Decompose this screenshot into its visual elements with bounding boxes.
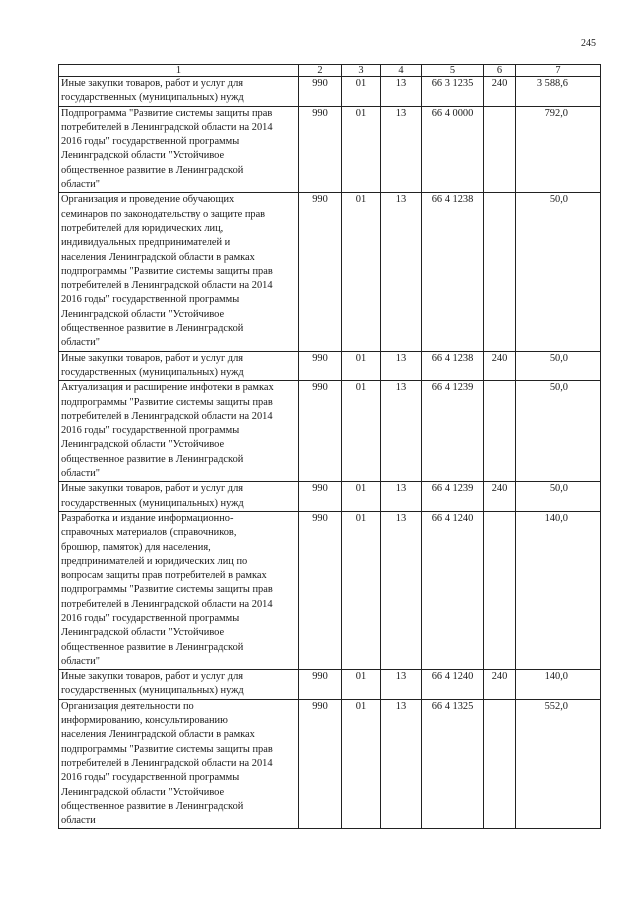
description-line: вопросам защиты прав потребителей в рамках xyxy=(61,570,267,582)
description-line: справочных материалов (справочников, xyxy=(61,527,237,539)
row-description xyxy=(59,670,299,700)
description-line: Иные закупки товаров, работ и услуг для xyxy=(61,483,244,495)
row-description xyxy=(59,193,299,351)
description-line: населения Ленинградской области в рамках xyxy=(61,251,255,263)
description-line: общественное развитие в Ленинградской xyxy=(61,453,244,465)
description-line: 2016 годы" государственной программы xyxy=(61,612,240,624)
header-cell-3: 3 xyxy=(342,65,381,77)
row-section-code: 01 xyxy=(342,77,381,107)
description-line: 2016 годы" государственной программы xyxy=(61,294,240,306)
row-subsection-code: 13 xyxy=(381,381,422,482)
table-row xyxy=(59,193,601,351)
row-description xyxy=(59,381,299,482)
row-description xyxy=(59,351,299,381)
row-target-article-code: 66 4 1240 xyxy=(422,670,484,700)
row-subsection-code: 13 xyxy=(381,106,422,193)
description-line: подпрограммы "Развитие системы защиты прав xyxy=(61,584,273,596)
row-description xyxy=(59,511,299,669)
description-line: подпрограммы "Развитие системы защиты прав xyxy=(61,265,273,277)
row-section-code: 01 xyxy=(342,699,381,829)
description-line: потребителей в Ленинградской области на 2014 xyxy=(61,598,273,610)
description-line: области" xyxy=(61,179,100,191)
row-ministry-code: 990 xyxy=(299,699,342,829)
row-section-code: 01 xyxy=(342,193,381,351)
row-target-article-code: 66 4 1240 xyxy=(422,511,484,669)
description-line: Организация и проведение обучающих xyxy=(61,194,235,206)
row-amount: 3 588,6 xyxy=(516,77,601,107)
description-line: потребителей в Ленинградской области на 2014 xyxy=(61,757,273,769)
row-target-article-code: 66 4 0000 xyxy=(422,106,484,193)
row-description xyxy=(59,106,299,193)
row-amount: 50,0 xyxy=(516,381,601,482)
description-line: области" xyxy=(61,468,100,480)
description-line: Разработка и издание информационно- xyxy=(61,512,234,524)
description-line: информированию, консультированию xyxy=(61,715,228,727)
description-line: общественное развитие в Ленинградской xyxy=(61,164,244,176)
header-cell-5: 5 xyxy=(422,65,484,77)
header-cell-2: 2 xyxy=(299,65,342,77)
header-cell-6: 6 xyxy=(484,65,516,77)
row-expense-type-code xyxy=(484,381,516,482)
description-line: потребителей в Ленинградской области на 2014 xyxy=(61,280,273,292)
row-expense-type-code: 240 xyxy=(484,351,516,381)
description-line: брошюр, памяток) для населения, xyxy=(61,541,211,553)
row-amount: 140,0 xyxy=(516,670,601,700)
row-amount: 50,0 xyxy=(516,193,601,351)
description-line: 2016 годы" государственной программы xyxy=(61,425,240,437)
row-expense-type-code xyxy=(484,511,516,669)
row-ministry-code: 990 xyxy=(299,511,342,669)
header-cell-1: 1 xyxy=(59,65,299,77)
description-line: государственных (муниципальных) нужд xyxy=(61,92,244,104)
row-ministry-code: 990 xyxy=(299,106,342,193)
row-target-article-code: 66 4 1239 xyxy=(422,381,484,482)
description-line: общественное развитие в Ленинградской xyxy=(61,323,244,335)
description-line: государственных (муниципальных) нужд xyxy=(61,366,244,378)
description-line: государственных (муниципальных) нужд xyxy=(61,685,244,697)
row-subsection-code: 13 xyxy=(381,482,422,512)
description-line: области" xyxy=(61,655,100,667)
row-target-article-code: 66 4 1239 xyxy=(422,482,484,512)
description-line: государственных (муниципальных) нужд xyxy=(61,497,244,509)
row-section-code: 01 xyxy=(342,482,381,512)
description-line: Ленинградской области "Устойчивое xyxy=(61,627,225,639)
description-line: Актуализация и расширение инфотеки в рамках xyxy=(61,382,274,394)
row-ministry-code: 990 xyxy=(299,351,342,381)
table-row xyxy=(59,482,601,512)
table-row xyxy=(59,351,601,381)
row-subsection-code: 13 xyxy=(381,511,422,669)
description-line: индивидуальных предпринимателей и xyxy=(61,237,231,249)
row-ministry-code: 990 xyxy=(299,482,342,512)
table-row xyxy=(59,106,601,193)
row-subsection-code: 13 xyxy=(381,193,422,351)
row-subsection-code: 13 xyxy=(381,351,422,381)
description-line: подпрограммы "Развитие системы защиты прав xyxy=(61,396,273,408)
row-ministry-code: 990 xyxy=(299,670,342,700)
table-row xyxy=(59,699,601,829)
description-line: общественное развитие в Ленинградской xyxy=(61,800,244,812)
row-expense-type-code xyxy=(484,106,516,193)
description-line: Иные закупки товаров, работ и услуг для xyxy=(61,352,244,364)
row-expense-type-code xyxy=(484,193,516,351)
description-line: потребителей в Ленинградской области на 2014 xyxy=(61,121,273,133)
row-section-code: 01 xyxy=(342,511,381,669)
table-row xyxy=(59,77,601,107)
description-line: 2016 годы" государственной программы xyxy=(61,136,240,148)
row-target-article-code: 66 3 1235 xyxy=(422,77,484,107)
description-line: Иные закупки товаров, работ и услуг для xyxy=(61,671,244,683)
row-target-article-code: 66 4 1238 xyxy=(422,193,484,351)
row-subsection-code: 13 xyxy=(381,699,422,829)
description-line: 2016 годы" государственной программы xyxy=(61,772,240,784)
description-line: Ленинградской области "Устойчивое xyxy=(61,150,225,162)
row-amount: 50,0 xyxy=(516,351,601,381)
row-description xyxy=(59,482,299,512)
row-target-article-code: 66 4 1325 xyxy=(422,699,484,829)
table-row xyxy=(59,381,601,482)
row-section-code: 01 xyxy=(342,106,381,193)
row-subsection-code: 13 xyxy=(381,670,422,700)
description-line: Иные закупки товаров, работ и услуг для xyxy=(61,78,244,89)
description-line: подпрограммы "Развитие системы защиты прав xyxy=(61,743,273,755)
row-amount: 552,0 xyxy=(516,699,601,829)
description-line: общественное развитие в Ленинградской xyxy=(61,641,244,653)
description-line: Подпрограмма "Развитие системы защиты прав xyxy=(61,107,273,119)
table-row xyxy=(59,511,601,669)
description-line: Ленинградской области "Устойчивое xyxy=(61,439,225,451)
row-expense-type-code: 240 xyxy=(484,77,516,107)
row-section-code: 01 xyxy=(342,381,381,482)
row-expense-type-code: 240 xyxy=(484,482,516,512)
row-description xyxy=(59,77,299,107)
description-line: области" xyxy=(61,337,100,349)
row-target-article-code: 66 4 1238 xyxy=(422,351,484,381)
description-line: предпринимателей и юридических лиц по xyxy=(61,555,248,567)
row-ministry-code: 990 xyxy=(299,193,342,351)
row-expense-type-code xyxy=(484,699,516,829)
budget-table xyxy=(58,64,601,829)
description-line: населения Ленинградской области в рамках xyxy=(61,729,255,741)
row-expense-type-code: 240 xyxy=(484,670,516,700)
description-line: Ленинградской области "Устойчивое xyxy=(61,786,225,798)
row-amount: 792,0 xyxy=(516,106,601,193)
table-header-row xyxy=(59,65,601,77)
row-amount: 50,0 xyxy=(516,482,601,512)
description-line: семинаров по законодательству о защите прав xyxy=(61,208,266,220)
description-line: потребителей для юридических лиц, xyxy=(61,222,224,234)
page-number: 245 xyxy=(581,38,596,49)
header-cell-7: 7 xyxy=(516,65,601,77)
description-line: Ленинградской области "Устойчивое xyxy=(61,308,225,320)
description-line: Организация деятельности по xyxy=(61,700,194,712)
row-section-code: 01 xyxy=(342,351,381,381)
header-cell-4: 4 xyxy=(381,65,422,77)
row-ministry-code: 990 xyxy=(299,77,342,107)
row-section-code: 01 xyxy=(342,670,381,700)
row-description xyxy=(59,699,299,829)
row-amount: 140,0 xyxy=(516,511,601,669)
description-line: области xyxy=(61,815,96,827)
row-ministry-code: 990 xyxy=(299,381,342,482)
description-line: потребителей в Ленинградской области на 2014 xyxy=(61,410,273,422)
row-subsection-code: 13 xyxy=(381,77,422,107)
table-row xyxy=(59,670,601,700)
